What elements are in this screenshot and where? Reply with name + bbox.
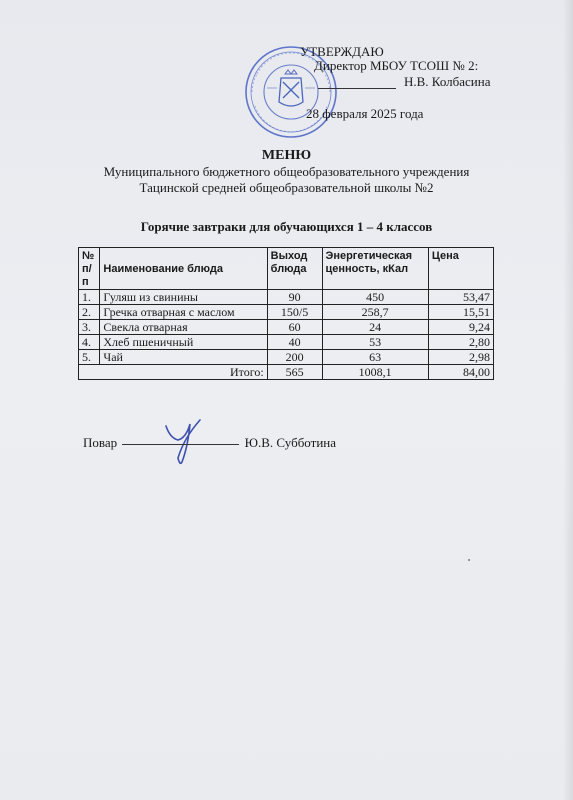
dish-portion: 200 (267, 350, 322, 365)
dish-portion: 40 (267, 335, 322, 350)
menu-table (78, 247, 494, 380)
institution-line-2: Тацинской средней общеобразовательной школы №2 (139, 180, 434, 195)
dish-portion: 150/5 (267, 305, 322, 320)
dish-kcal: 258,7 (322, 305, 428, 320)
menu-subtitle: Горячие завтраки для обучающихся 1 – 4 классов (140, 219, 433, 234)
table-row (79, 350, 494, 365)
row-number: 1. (79, 290, 100, 305)
approval-position: Директор МБОУ ТСОШ № 2: (314, 58, 479, 73)
table-total-row (79, 365, 494, 380)
header-energy: Энергетическая ценность, кКал (322, 248, 428, 290)
dish-kcal: 53 (322, 335, 428, 350)
dish-name: Гуляш из свинины (100, 290, 267, 305)
total-price: 84,00 (428, 365, 493, 380)
paper-speck (468, 559, 470, 561)
dish-kcal: 24 (322, 320, 428, 335)
dish-kcal: 63 (322, 350, 428, 365)
dish-price: 9,24 (428, 320, 493, 335)
table-row (79, 305, 494, 320)
dish-kcal: 450 (322, 290, 428, 305)
signature-line (318, 88, 396, 89)
row-number: 5. (79, 350, 100, 365)
header-portion: Выход блюда (267, 248, 322, 290)
page-title: МЕНЮ (261, 148, 312, 163)
total-kcal: 1008,1 (322, 365, 428, 380)
header-price: Цена (428, 248, 493, 290)
total-portion: 565 (267, 365, 322, 380)
dish-price: 2,80 (428, 335, 493, 350)
row-number: 3. (79, 320, 100, 335)
approval-date: 28 февраля 2025 года (306, 106, 424, 121)
institution-line-1: Муниципального бюджетного общеобразовательного учреждения (103, 164, 470, 179)
cook-signature-line (122, 444, 239, 445)
cook-name: Ю.В. Субботина (244, 435, 337, 450)
header-number: № п/п (79, 248, 100, 290)
cook-label: Повар (83, 435, 118, 450)
dish-price: 15,51 (428, 305, 493, 320)
table-header-row (79, 248, 494, 290)
table-row (79, 320, 494, 335)
dish-name: Хлеб пшеничный (100, 335, 267, 350)
total-label: Итого: (79, 365, 268, 380)
dish-portion: 90 (267, 290, 322, 305)
cook-line (83, 435, 336, 451)
dish-price: 2,98 (428, 350, 493, 365)
dish-portion: 60 (267, 320, 322, 335)
row-number: 4. (79, 335, 100, 350)
dish-price: 53,47 (428, 290, 493, 305)
table-row (79, 335, 494, 350)
table-row (79, 290, 494, 305)
dish-name: Гречка отварная с маслом (100, 305, 267, 320)
row-number: 2. (79, 305, 100, 320)
dish-name: Свекла отварная (100, 320, 267, 335)
approval-title: УТВЕРЖДАЮ (300, 44, 384, 59)
dish-name: Чай (100, 350, 267, 365)
approval-signer: Н.В. Колбасина (404, 74, 491, 89)
header-dish-name: Наименование блюда (100, 248, 267, 290)
